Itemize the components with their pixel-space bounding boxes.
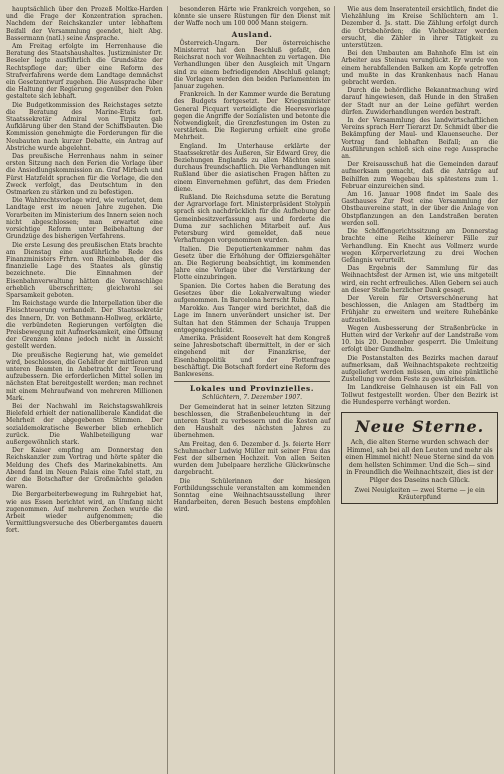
article-paragraph: Die erste Lesung des preußischen Etats brachte am Dienstag eine ausführliche Rede des Finanzministers Frhrn. von Rheinbaben, der die finanzielle Lage des Staates als günstig bezeichnete. Die Einnahmen der Eisenbahnverwaltung hätten die Voranschläge erheblich überschritten; gleichwohl sei Sparsamkeit geboten.: [6, 241, 163, 299]
ausland-articles: [174, 40, 331, 378]
article-paragraph: Am Freitag erfolgte im Herrenhause die Beratung des Staatshaushaltes. Justizminister Dr. Beseler legte ausführlich die Grundsätze der Rechtspflege dar; über eine Reform des Strafverfahrens werde dem Landtage demnächst ein Gesetzentwurf zugehen. Die Aussprache über die Haltung der Regierung gegenüber den Polen gestaltete sich lebhaft.: [6, 43, 163, 101]
column-2-intro: besonderen Härte wie Frankreich vorgehen, so könnte sie unsere Rüstungen für den Dienst mit der Waffe noch um 100 000 Mann steigern.: [173, 6, 331, 28]
article-paragraph: hauptsächlich über den Prozeß Moltke-Harden und die Frage der Konzentration sprachen. Nachdem der Reichskanzler unter lebhaftem Beifall der Versammlung geendet, hielt Abg. Bassermann (natl.) seine Ansprache.: [6, 6, 163, 42]
article-paragraph: Am 16. Januar 1908 findet im Saale des Gasthauses Zur Post eine Versammlung der Obstbauvereine statt, in der über die Anlage von Obstpflanzungen an den Landstraßen beraten werden soll.: [341, 191, 499, 227]
advertisement-footer: Zwei Neuigkeiten — zwei Sterne — je ein Kräuterpfund: [354, 486, 485, 501]
column-1: [6, 6, 168, 774]
article-paragraph: Das Ergebnis der Sammlung für das Weihnachtsfest der Armen ist, wie uns mitgeteilt wird, ein recht erfreuliches. Allen Gebern sei auch an dieser Stelle herzlicher Dank gesagt.: [341, 265, 499, 294]
article-paragraph: Rußland. Die Reichsduma setzte die Beratung der Agrarvorlage fort. Ministerpräsident Stolypin sprach sich nachdrücklich für die Aufhebung der Gemeinbesitzverfassung aus und forderte die Duma zur sachlichen Mitarbeit auf. Aus Petersburg wird gemeldet, daß neue Verhaftungen vorgenommen wurden.: [173, 194, 331, 245]
article-paragraph: Die preußische Regierung hat, wie gemeldet wird, beschlossen, die Gehälter der mittleren und unteren Beamten in Anbetracht der Teuerung aufzubessern. Die erforderlichen Mittel sollen im nächsten Etat bereitgestellt werden; man rechnet mit einem Mehraufwand von mehreren Millionen Mark.: [6, 351, 163, 402]
article-paragraph: Wegen Ausbesserung der Straßenbrücke in Hutten wird der Verkehr auf der Landstraße vom 10. bis 20. Dezember gesperrt. Die Umleitung erfolgt über Gundhelm.: [341, 324, 499, 354]
divider: [174, 381, 331, 382]
article-paragraph: Bei der Nachwahl im Reichstagswahlkreis Bielefeld erhielt der nationalliberale Kandidat die Mehrheit der abgegebenen Stimmen. Der sozialdemokratische Bewerber blieb erheblich zurück. Die Wahlbeteiligung war außergewöhnlich stark.: [6, 402, 163, 446]
article-paragraph: Frankreich. In der Kammer wurde die Beratung des Budgets fortgesetzt. Der Kriegsminister General Picquart verteidigte die Heeresvorlage gegen die Angriffe der Sozialisten und betonte die Notwendigkeit, die Grenzfestungen im Osten zu verstärken. Die Regierung erhielt eine große Mehrheit.: [173, 91, 331, 142]
article-paragraph: In der Versammlung des landwirtschaftlichen Vereins sprach Herr Tierarzt Dr. Schmidt über die Bekämpfung der Maul- und Klauenseuche. Der Vortrag fand lebhaften Beifall; an die Ausführungen schloß sich eine rege Aussprache an.: [341, 117, 499, 161]
section-heading-lokales: Lokales und Provinzielles.: [190, 384, 314, 394]
article-paragraph: Die Budgetkommission des Reichstages setzte die Beratung des Marine-Etats fort. Staatssekretär Admiral von Tirpitz gab Aufklärung über den Stand der Schiffsbauten. Die Kommission genehmigte die Forderungen für die Neubauten nach kurzer Debatte, ein Antrag auf Abstriche wurde abgelehnt.: [6, 101, 163, 152]
local-news-articles: [341, 6, 498, 406]
advertisement-text: Ach, die alten Sterne wurden schwach der Himmel, sah bei all den Leuten und mehr als einen Himmel nicht! Neue Sterne sind da von dem hellsten Schimmer. Und die Sch— sind in Freundlich die Weihnachtszeit, dies ist der Pilger des Daseins nach Glück.: [345, 437, 494, 484]
article-paragraph: Die Wahlrechtsvorlage wird, wie verlautet, dem Landtage erst im neuen Jahre zugehen. Die Vorarbeiten im Ministerium des Innern seien noch nicht abgeschlossen; man erwartet eine vorsichtige Reform unter Beibehaltung der Grundzüge des bisherigen Verfahrens.: [6, 197, 163, 241]
article-paragraph: Wie aus dem Inseratenteil ersichtlich, findet die Viehzählung im Kreise Schlüchtern am 1. Dezember d. Js. statt. Die Zählung erfolgt durch die Ortsbehörden; die Viehbesitzer werden ersucht, die Zähler in ihrer Tätigkeit zu unterstützen.: [341, 6, 499, 50]
section-heading-ausland: Ausland.: [231, 29, 273, 39]
advertisement-box: [341, 412, 498, 504]
article-paragraph: Der Kaiser empfing am Donnerstag den Reichskanzler zum Vortrag und hörte später die Meldung des Chefs des Marinekabinetts. Am Abend fand im Neuen Palais eine Tafel statt, zu der die Botschafter der Großmächte geladen waren.: [6, 447, 163, 491]
article-paragraph: Der Kreisausschuß hat die Gemeinden darauf aufmerksam gemacht, daß die Anträge auf Beihilfen zum Wegebau bis spätestens zum 1. Februar einzureichen sind.: [341, 161, 499, 190]
article-paragraph: Der Verein für Ortsverschönerung hat beschlossen, die Anlagen am Stadtberg im Frühjahr zu erweitern und weitere Ruhebänke aufzustellen.: [341, 294, 499, 324]
article-paragraph: Die Schülerinnen der hiesigen Fortbildungsschule veranstalten am kommenden Sonntag eine Weihnachtsausstellung ihrer Handarbeiten, deren Besuch bestens empfohlen wird.: [173, 477, 331, 514]
article-paragraph: Am Freitag, den 6. Dezember d. Js. feierte Herr Schuhmacher Ludwig Müller mit seiner Frau das Fest der silbernen Hochzeit. Von allen Seiten wurden dem Jubelpaare herzliche Glückwünsche dargebracht.: [173, 440, 331, 477]
advertisement-title: Neue Sterne.: [355, 416, 485, 436]
article-paragraph: Amerika. Präsident Roosevelt hat dem Kongreß seine Jahresbotschaft übermittelt, in der er sich eingehend mit der Finanzkrise, der Eisenbahnpolitik und der Flottenfrage beschäftigt. Die Botschaft fordert eine Reform des Bankwesens.: [173, 334, 331, 378]
article-paragraph: Das preußische Herrenhaus nahm in seiner ersten Sitzung nach den Ferien die Vorlage über die Ansiedlungskommission an. Graf Mirbach und Fürst Hatzfeldt sprachen für die Vorlage, die den Zweck verfolgt, das Deutschtum in den Ostmarken zu stärken und zu befestigen.: [6, 153, 163, 197]
column-2: [174, 6, 336, 774]
article-paragraph: Durch die behördliche Bekanntmachung wird darauf hingewiesen, daß Hunde in den Straßen der Stadt nur an der Leine geführt werden dürfen. Zuwiderhandlungen werden bestraft.: [341, 87, 499, 116]
article-paragraph: Marokko. Aus Tanger wird berichtet, daß die Lage im Innern unverändert unsicher ist. Der Sultan hat den Stämmen der Schauja Truppen entgegengeschickt.: [173, 305, 331, 334]
lokales-articles: [174, 404, 331, 514]
article-paragraph: Spanien. Die Cortes haben die Beratung des Gesetzes über die Lokalverwaltung wieder aufgenommen. In Barcelona herrscht Ruhe.: [173, 282, 331, 304]
columns: [6, 6, 498, 774]
article-paragraph: Österreich-Ungarn. Der österreichische Ministerrat hat den Beschluß gefaßt, den Reichsrat noch vor Weihnachten zu vertagen. Die Verhandlungen über den Ausgleich mit Ungarn sind zu einem befriedigenden Abschluß gelangt; die Vorlagen werden den beiden Parlamenten im Januar zugehen.: [173, 39, 331, 91]
article-paragraph: Im Landkreise Gelnhausen ist ein Fall von Tollwut festgestellt worden. Über den Bezirk ist die Hundesperre verhängt worden.: [341, 384, 499, 406]
article-paragraph: Bei den Umbauten am Bahnhofe Elm ist ein Arbeiter aus Steinau verunglückt. Er wurde von einem herabfallenden Balken am Kopfe getroffen und mußte in das Krankenhaus nach Hanau gebracht werden.: [341, 50, 499, 87]
article-paragraph: Im Reichstage wurde die Interpellation über die Fleischteuerung verhandelt. Der Staatssekretär des Innern, Dr. von Bethmann-Hollweg, erklärte, die verbündeten Regierungen verfolgten die Preisbewegung mit Aufmerksamkeit, eine Öffnung der Grenzen könne jedoch nicht in Aussicht gestellt werden.: [6, 300, 163, 351]
article-paragraph: Die Bergarbeiterbewegung im Ruhrgebiet hat, wie aus Essen berichtet wird, an Umfang nicht zugenommen. Auf mehreren Zechen wurde die Arbeit wieder aufgenommen; die Vermittlungsversuche des Oberbergamtes dauern fort.: [6, 491, 163, 535]
column-3: [341, 6, 498, 774]
article-paragraph: Die Schöffengerichtssitzung am Donnerstag brachte eine Reihe kleinerer Fälle zur Verhandlung. Ein Knecht aus Vollmerz wurde wegen Körperverletzung zu drei Wochen Gefängnis verurteilt.: [341, 228, 499, 264]
article-paragraph: Der Gemeinderat hat in seiner letzten Sitzung beschlossen, die Straßenbeleuchtung in der unteren Stadt zu verbessern und die Kosten auf den Haushalt des nächsten Jahres zu übernehmen.: [173, 403, 331, 440]
article-paragraph: Italien. Die Deputiertenkammer nahm das Gesetz über die Erhöhung der Offiziersgehälter an. Die Regierung beabsichtigt, im kommenden Jahre eine Vorlage über die Verstärkung der Flotte einzubringen.: [173, 245, 331, 282]
dateline: Schlüchtern, 7. Dezember 1907.: [201, 394, 303, 402]
article-paragraph: England. Im Unterhause erklärte der Staatssekretär des Äußeren, Sir Edward Grey, die Beziehungen Englands zu allen Mächten seien durchaus freundschaftlich. Die Verhandlungen mit Rußland über die asiatischen Fragen hätten zu einem Einvernehmen geführt, das dem Frieden diene.: [173, 142, 331, 193]
article-paragraph: Die Postanstalten des Bezirks machen darauf aufmerksam, daß Weihnachtspakete rechtzeitig aufgeliefert werden müssen, um eine pünktliche Zustellung vor dem Feste zu gewährleisten.: [341, 354, 499, 384]
